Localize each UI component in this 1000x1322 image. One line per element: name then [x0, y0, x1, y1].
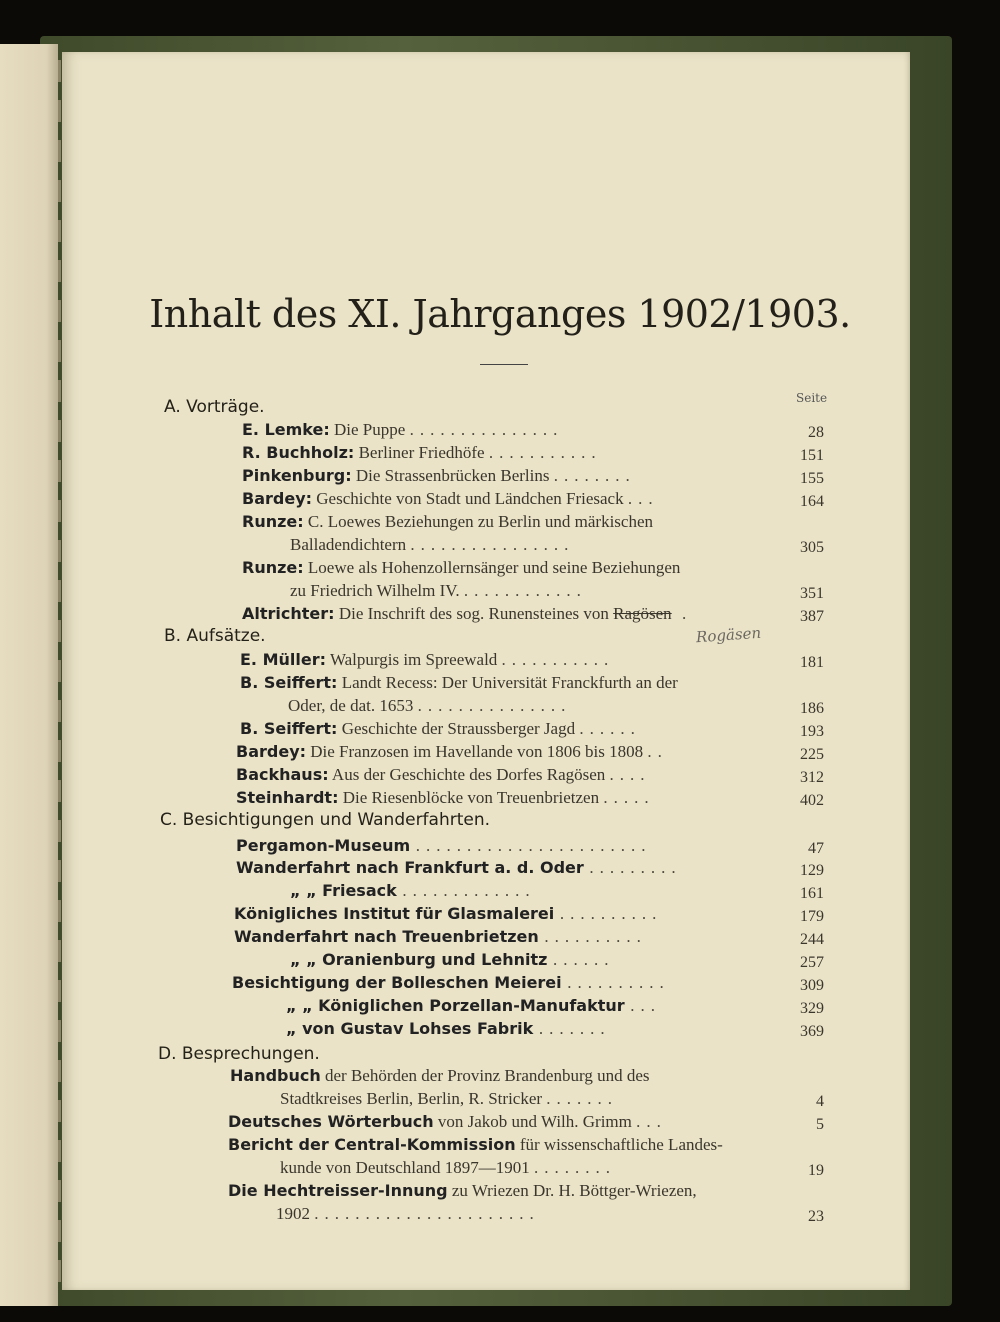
- entry-author: Wanderfahrt nach Treuenbrietzen: [234, 927, 545, 946]
- entry-title: Landt Recess: Der Universität Franckfurth an der: [337, 673, 678, 692]
- toc-entry: [242, 464, 780, 488]
- entry-author: „ „ Königlichen Porzellan-Manufaktur: [286, 996, 631, 1015]
- toc-entry: [242, 487, 780, 511]
- entry-page-number: 47: [808, 840, 824, 857]
- entry-page-number: 305: [800, 539, 824, 556]
- entry-page-number: 19: [808, 1162, 824, 1179]
- entry-leader-dots: ...........: [501, 650, 615, 669]
- toc-entry: [242, 510, 790, 534]
- entry-page-number: 225: [800, 746, 824, 763]
- entry-page-number: 257: [800, 954, 824, 971]
- entry-author: Besichtigung der Bolleschen Meierei: [232, 973, 568, 992]
- entry-author: Pergamon-Museum: [236, 836, 416, 855]
- entry-page-number: 329: [800, 1000, 824, 1017]
- entry-title: Aus der Geschichte des Dorfes Ragösen: [328, 765, 610, 784]
- entry-page-number: 161: [800, 885, 824, 902]
- entry-page-number: 351: [800, 585, 824, 602]
- toc-entry: [236, 740, 780, 764]
- handwritten-correction: Rogäsen: [695, 623, 762, 647]
- entry-author: Deutsches Wörterbuch: [228, 1112, 434, 1131]
- entry-title: für wissenschaftliche Landes-: [515, 1135, 723, 1154]
- left-page-edge: [0, 44, 58, 1306]
- entry-author: Bardey:: [236, 742, 307, 761]
- entry-title: Balladendichtern: [290, 535, 411, 554]
- entry-leader-dots: .......: [546, 1089, 619, 1108]
- entry-author: Steinhardt:: [236, 788, 339, 807]
- section-heading-d: D. Besprechungen.: [158, 1044, 320, 1064]
- entry-author: Pinkenburg:: [242, 466, 352, 485]
- entry-title: Die Strassenbrücken Berlins: [351, 466, 554, 485]
- entry-page-number: 244: [800, 931, 824, 948]
- entry-page-number: 151: [800, 447, 824, 464]
- entry-author: B. Seiffert:: [240, 719, 338, 738]
- toc-entry: [236, 834, 780, 858]
- toc-entry: [228, 1179, 790, 1203]
- toc-entry: [240, 671, 790, 695]
- entry-author: Runze:: [242, 558, 304, 577]
- toc-entry: [242, 556, 790, 580]
- toc-entry: [280, 1087, 780, 1111]
- page-column-label: Seite: [796, 391, 828, 405]
- entry-author: Backhaus:: [236, 765, 329, 784]
- toc-entry: [228, 1133, 790, 1157]
- entry-leader-dots: ........: [553, 466, 636, 485]
- toc-entry: [242, 441, 780, 465]
- entry-leader-dots: ..........: [559, 904, 663, 923]
- entry-title: der Behörden der Provinz Brandenburg und des: [320, 1066, 650, 1085]
- entry-leader-dots: ................: [410, 535, 575, 554]
- section-heading-c: C. Besichtigungen und Wanderfahrten.: [160, 810, 491, 830]
- entry-title: Geschichte der Straussberger Jagd: [337, 719, 580, 738]
- section-heading-a: A. Vorträge.: [164, 397, 265, 417]
- entry-leader-dots: ..........: [567, 973, 670, 992]
- entry-author: Runze:: [242, 512, 304, 531]
- entry-leader-dots: .............: [402, 881, 536, 900]
- toc-entry: [288, 694, 780, 718]
- entry-title: Die Franzosen im Havellande von 1806 bis 1808: [306, 742, 648, 761]
- entry-page-number: 28: [808, 424, 824, 441]
- entry-title: von Jakob und Wilh. Grimm: [433, 1112, 637, 1131]
- entry-author: Altrichter:: [242, 604, 335, 623]
- entry-author: „ „ Oranienburg und Lehnitz: [290, 950, 553, 969]
- toc-entry: [242, 602, 780, 626]
- entry-leader-dots: ............: [463, 581, 587, 600]
- entry-page-number: 164: [800, 493, 824, 510]
- toc-entry: [228, 1110, 780, 1134]
- entry-page-number: 129: [800, 862, 824, 879]
- toc-entry: [280, 1156, 780, 1180]
- entry-page-number: 23: [808, 1208, 824, 1225]
- entry-leader-dots: .......................: [415, 836, 652, 855]
- entry-leader-dots: ......: [552, 950, 615, 969]
- toc-entry: [236, 763, 780, 787]
- toc-entry: [290, 879, 780, 903]
- entry-author: Handbuch: [230, 1066, 321, 1085]
- toc-entry: [232, 971, 780, 995]
- entry-title: Geschichte von Stadt und Ländchen Friesack: [312, 489, 628, 508]
- entry-title: Oder, de dat. 1653: [288, 696, 418, 715]
- entry-leader-dots: ...............: [409, 420, 564, 439]
- entry-leader-dots: .: [671, 604, 693, 623]
- entry-leader-dots: ...: [630, 996, 661, 1015]
- entry-title: Die Inschrift des sog. Runensteines von: [334, 604, 614, 623]
- entry-leader-dots: ........: [534, 1158, 617, 1177]
- entry-author: „ „ Friesack: [290, 881, 403, 900]
- entry-title: Loewe als Hohenzollernsänger und seine Beziehungen: [303, 558, 681, 577]
- entry-author: Königliches Institut für Glasmalerei: [234, 904, 560, 923]
- entry-title: Stadtkreises Berlin, Berlin, R. Stricker: [280, 1089, 547, 1108]
- entry-leader-dots: ...........: [488, 443, 602, 462]
- toc-entry: [276, 1202, 780, 1226]
- entry-leader-dots: ..: [647, 742, 668, 761]
- entry-page-number: 369: [800, 1023, 824, 1040]
- entry-leader-dots: ....: [609, 765, 651, 784]
- entry-page-number: 4: [816, 1093, 824, 1110]
- entry-title: Die Riesenblöcke von Treuenbrietzen: [338, 788, 604, 807]
- toc-entry: [242, 418, 780, 442]
- entry-title: 1902: [276, 1204, 315, 1223]
- toc-entry: [236, 786, 780, 810]
- toc-entry: [290, 948, 780, 972]
- entry-leader-dots: ......: [579, 719, 641, 738]
- toc-entry: [286, 1017, 780, 1041]
- toc-entry: [286, 994, 780, 1018]
- entry-leader-dots: ...............: [417, 696, 572, 715]
- entry-title: kunde von Deutschland 1897—1901: [280, 1158, 535, 1177]
- toc-entry: [234, 925, 780, 949]
- entry-author: Wanderfahrt nach Frankfurt a. d. Oder: [236, 858, 590, 877]
- toc-entry: [290, 579, 780, 603]
- entry-author: Die Hechtreisser-Innung: [228, 1181, 448, 1200]
- entry-author: B. Seiffert:: [240, 673, 338, 692]
- entry-author: R. Buchholz:: [242, 443, 355, 462]
- entry-title: zu Wriezen Dr. H. Böttger-Wriezen,: [447, 1181, 697, 1200]
- entry-page-number: 193: [800, 723, 824, 740]
- entry-page-number: 179: [800, 908, 824, 925]
- toc-entry: [240, 648, 780, 672]
- toc-entry: [234, 902, 780, 926]
- toc-entry: [290, 533, 780, 557]
- toc-entry: [236, 856, 780, 880]
- entry-title: Die Puppe: [329, 420, 410, 439]
- entry-author: „ von Gustav Lohses Fabrik: [286, 1019, 539, 1038]
- entry-page-number: 5: [816, 1116, 824, 1133]
- entry-leader-dots: ......................: [314, 1204, 540, 1223]
- entry-struck-text: Ragösen: [613, 604, 672, 623]
- page-title: Inhalt des XI. Jahrganges 1902/1903.: [149, 292, 851, 336]
- entry-leader-dots: ...: [627, 489, 659, 508]
- entry-leader-dots: .......: [538, 1019, 611, 1038]
- binding-stitch: [58, 60, 61, 1300]
- entry-title: Walpurgis im Spreewald: [326, 650, 502, 669]
- entry-page-number: 186: [800, 700, 824, 717]
- toc-entry: [230, 1064, 790, 1088]
- entry-author: Bericht der Central-Kommission: [228, 1135, 516, 1154]
- section-heading-b: B. Aufsätze.: [164, 626, 266, 646]
- title-divider: [480, 364, 528, 365]
- entry-page-number: 312: [800, 769, 824, 786]
- entry-author: E. Lemke:: [242, 420, 330, 439]
- entry-page-number: 309: [800, 977, 824, 994]
- toc-entry: [240, 717, 780, 741]
- entry-author: Bardey:: [242, 489, 313, 508]
- entry-leader-dots: .....: [603, 788, 655, 807]
- entry-title: zu Friedrich Wilhelm IV.: [290, 581, 464, 600]
- entry-page-number: 402: [800, 792, 824, 809]
- entry-leader-dots: ...: [636, 1112, 667, 1131]
- entry-leader-dots: .........: [589, 858, 682, 877]
- entry-title: C. Loewes Beziehungen zu Berlin und märkischen: [303, 512, 654, 531]
- entry-title: Berliner Friedhöfe: [354, 443, 489, 462]
- entry-leader-dots: ..........: [544, 927, 647, 946]
- entry-page-number: 155: [800, 470, 824, 487]
- entry-author: E. Müller:: [240, 650, 326, 669]
- entry-page-number: 181: [800, 654, 824, 671]
- entry-page-number: 387: [800, 608, 824, 625]
